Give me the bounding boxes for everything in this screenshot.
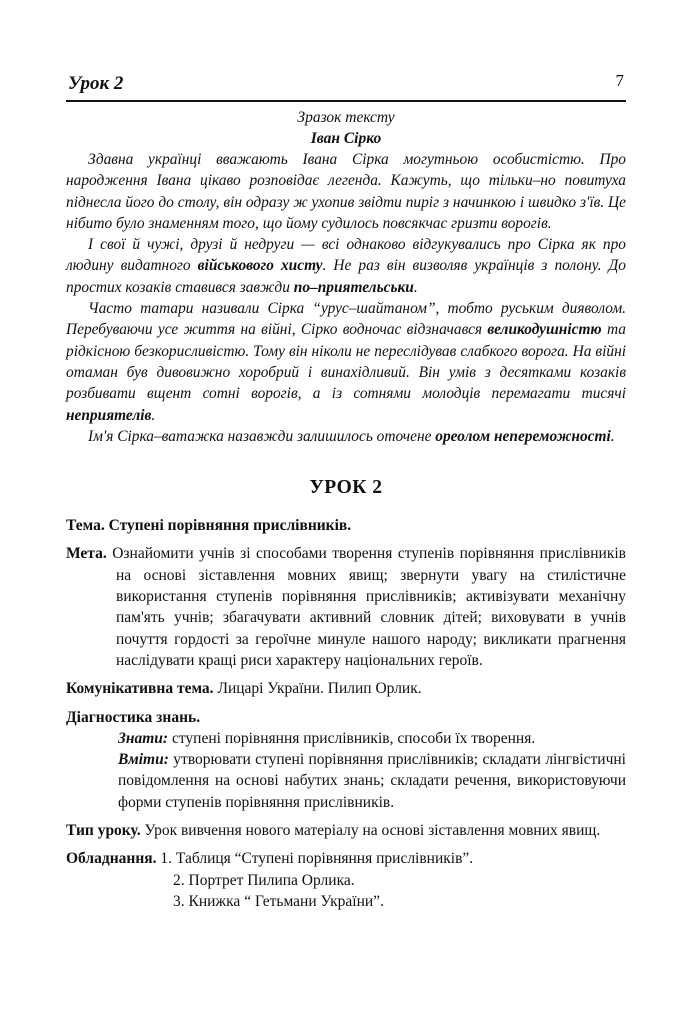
- page-number: 7: [615, 71, 624, 90]
- diagnostics-block: [66, 707, 626, 813]
- text-run: Часто татари називали Сірка “урус–шайтаном”, тобто руським дияволом. Перебуваючи усе життя на війні, Сірко водночас відзначався: [66, 300, 626, 339]
- can-item: [66, 749, 626, 813]
- equipment-item: 3. Книжка “ Гетьмани України”.: [173, 892, 384, 910]
- paragraph-2: [66, 234, 626, 298]
- goal-text: Ознайомити учнів зі способами творення ступенів порівняння прислівників на основі зіставлення мовних явищ; звернути увагу на стилістичне використання ступенів порівняння прислівників; активізувати механічну пам'ять учнів; збагачувати активний словник дітей; виховувати в учнів почуття гордості за героїчне минуле нашого народу; викликати прагнення наслідувати кращі риси характеру національних героїв.: [106, 545, 626, 669]
- emphasis: по–приятельськи: [293, 278, 414, 296]
- emphasis: ореолом непереможності: [435, 427, 611, 445]
- running-header-title: Урок 2: [68, 73, 124, 94]
- can-label: Вміти:: [118, 751, 169, 769]
- emphasis: неприятелів: [66, 406, 152, 424]
- topic-value: Ступені порівняння прислівників.: [104, 517, 352, 535]
- text-run: .: [151, 406, 156, 424]
- lesson-heading: УРОК 2: [309, 477, 383, 499]
- topic-label: Тема.: [66, 517, 105, 535]
- equipment-block: [66, 848, 626, 912]
- goal-block: [66, 543, 626, 671]
- text-run: .: [413, 278, 418, 296]
- lesson-type: [66, 820, 626, 841]
- text-run: .: [610, 427, 615, 445]
- text-run: та рідкісною безкорисливістю. Тому він ніколи не переслідував слабкого ворога. На війні отаман був дивовижно хоробрий і винахідливий. Він умів з десятками козаків розбивати вщент сотні ворогів, а із сотнями молодців перемагати тисячі: [66, 321, 626, 403]
- lesson-type-text: Урок вивчення нового матеріалу на основі зіставлення мовних явищ.: [140, 822, 601, 840]
- know-text: ступені порівняння прислівників, способи їх творення.: [168, 729, 536, 747]
- equipment-item: 1. Таблиця “Ступені порівняння прислівників”.: [160, 850, 474, 868]
- equipment-item: 2. Портрет Пилипа Орлика.: [173, 871, 355, 889]
- communicative-text: Лицарі України. Пилип Орлик.: [213, 680, 422, 698]
- paragraph-1: Здавна українці вважають Івана Сірка могутньою особистістю. Про народження Івана цікаво розповідає легенда. Кажуть, що тільки–но повитуха піднесла його до столу, він одразу ж ухопив звідти пиріг з начинкою і швидко з'їв. Це нібито було знаменням того, що йому судилось повсякчас гризти ворогів.: [66, 151, 626, 232]
- book-page: [66, 70, 626, 912]
- sample-text: [66, 149, 626, 447]
- emphasis: військового хисту: [197, 257, 323, 275]
- communicative-topic: [66, 678, 626, 699]
- text-run: І свої й чужі, друзі й недруги — всі однаково відгукувались про Сірка як про людину видатного: [66, 236, 626, 275]
- text-run: Ім'я Сірка–ватажка назавжди залишилось оточене: [88, 427, 436, 445]
- sample-title: Іван Сірко: [310, 130, 382, 147]
- topic-line: [66, 515, 626, 536]
- can-text: утворювати ступені порівняння прислівників; складати лінгвістичні повідомлення на основі набутих знань; складати речення, використовуючи форми ступенів порівняння прислівників.: [118, 751, 626, 811]
- equipment-line: [66, 848, 626, 869]
- running-header: [66, 70, 626, 102]
- paragraph-3: [66, 298, 626, 426]
- paragraph-4: [66, 426, 626, 447]
- lesson-type-label: Тип уроку.: [66, 822, 141, 840]
- goal-label: Мета.: [66, 545, 107, 563]
- text-run: . Не раз він визволяв українців з полону. До простих козаків ставився завжди: [66, 257, 626, 296]
- know-label: Знати:: [118, 729, 169, 747]
- know-item: [66, 728, 626, 749]
- diagnostics-label: Діагностика знань.: [66, 708, 201, 726]
- equipment-label: Обладнання.: [66, 850, 157, 868]
- emphasis: великодушністю: [487, 321, 602, 339]
- sample-caption: Зразок тексту: [297, 109, 395, 126]
- communicative-label: Комунікативна тема.: [66, 680, 214, 698]
